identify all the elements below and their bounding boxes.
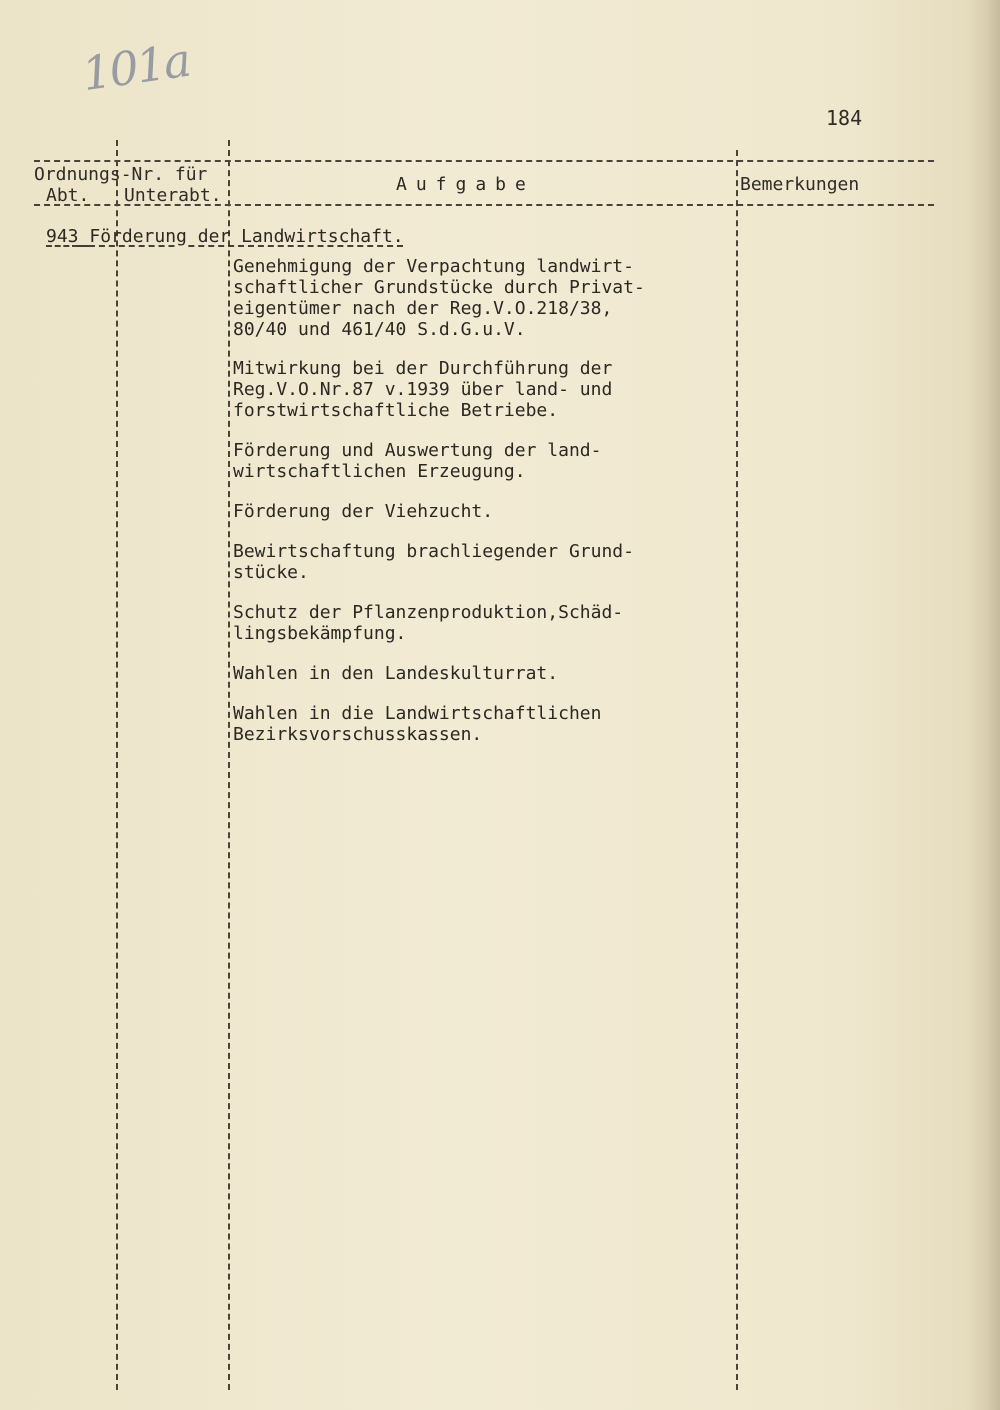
handwritten-annotation: 101a [78, 32, 193, 102]
column-divider-abt [116, 140, 118, 1390]
task-item: Bewirtschaftung brachliegender Grund- stücke. [233, 541, 634, 583]
header-abt: Abt. [46, 185, 90, 206]
task-item: Wahlen in den Landeskulturrat. [233, 663, 559, 684]
task-item: Mitwirkung bei der Durchführung der Reg.V.O.Nr.87 v.1939 über land- und forstwirtschaftliche Betriebe. [233, 358, 613, 421]
section-number: 943 [46, 226, 79, 247]
page-number: 184 [826, 106, 863, 130]
task-item: Förderung und Auswertung der land- wirtschaftlichen Erzeugung. [233, 440, 602, 482]
task-item: Schutz der Pflanzenproduktion,Schäd- lingsbekämpfung. [233, 602, 624, 644]
header-bemerkungen: Bemerkungen [740, 174, 860, 195]
task-item: Genehmigung der Verpachtung landwirt- schaftlicher Grundstücke durch Privat- eigentümer nach der Reg.V.O.218/38, 80/40 und 461/40 S.d.G.u.V. [233, 256, 645, 340]
paper-edge-shadow [966, 0, 1000, 1410]
table-top-rule [34, 160, 934, 162]
header-aufgabe: Aufgabe [396, 174, 535, 195]
section-name: Förderung der Landwirtschaft. [89, 226, 404, 247]
header-unterabt: Unterabt. [124, 185, 222, 206]
task-item: Förderung der Viehzucht. [233, 501, 494, 522]
header-ordnungs-nr: Ordnungs-Nr. für [34, 164, 208, 185]
task-item: Wahlen in die Landwirtschaftlichen Bezirksvorschusskassen. [233, 703, 602, 745]
section-title [46, 226, 404, 247]
column-divider-bemerkungen [736, 150, 738, 1390]
column-divider-unterabt [228, 140, 230, 1390]
task-list [233, 256, 733, 764]
